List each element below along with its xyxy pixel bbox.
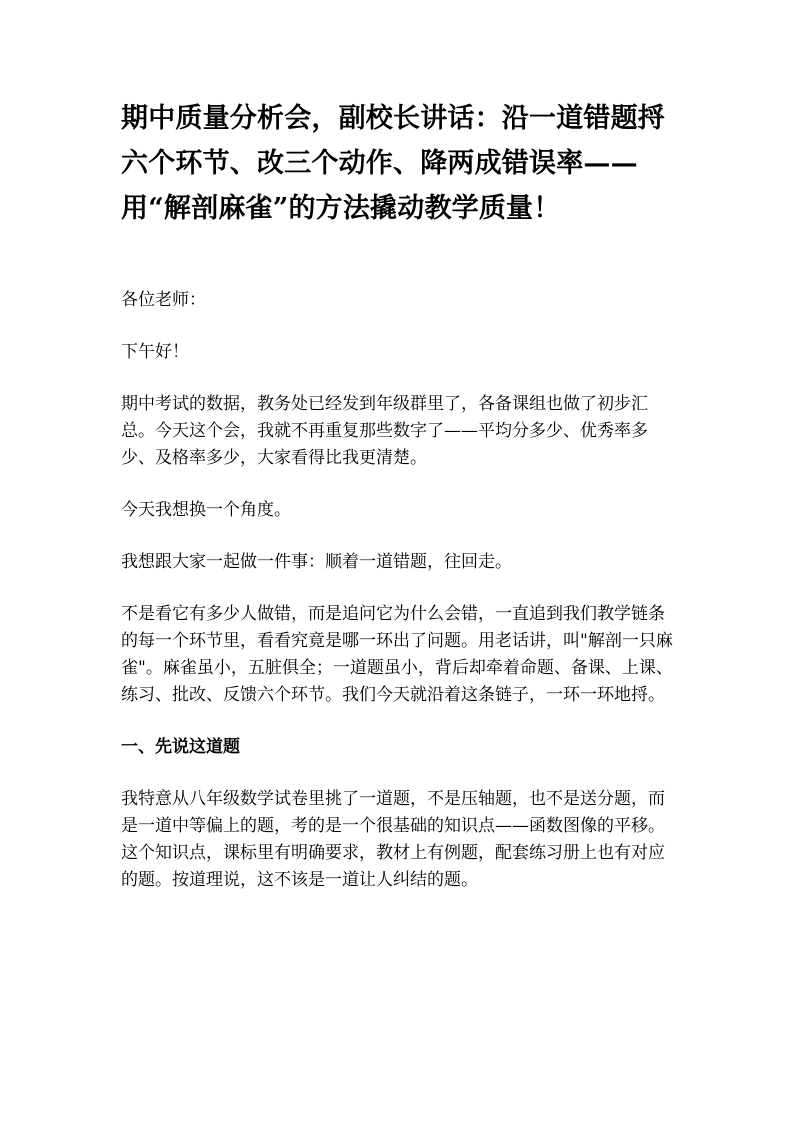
document-body (121, 96, 673, 894)
paragraph-1: 期中考试的数据，教务处已经发到年级群里了，各备课组也做了初步汇总。今天这个会，我就不再重复那些数字了——平均分多少、优秀率多少、及格率多少，大家看得比我更清楚。 (121, 394, 648, 468)
paragraph-3: 我想跟大家一起做一件事：顺着一道错题，往回走。 (121, 552, 512, 572)
paragraph-2: 今天我想换一个角度。 (121, 500, 291, 520)
paragraph-4: 不是看它有多少人做错，而是追问它为什么会错，一直追到我们教学链条的每一个环节里，看看究竟是哪一环出了问题。用老话讲，叫"解剖一只麻雀"。麻雀虽小，五脏俱全；一道题虽小，背后却牵着命题、备课、上课、练习、批改、反馈六个环节。我们今天就沿着这条链子，一环一环地捋。 (121, 604, 673, 705)
salutation: 下午好！ (121, 342, 189, 362)
greeting: 各位老师： (121, 290, 206, 310)
section-1-paragraph: 我特意从八年级数学试卷里挑了一道题，不是压轴题，也不是送分题，而是一道中等偏上的题，考的是一个很基础的知识点——函数图像的平移。这个知识点，课标里有明确要求，教材上有例题，配套练习册上也有对应的题。按道理说，这不该是一道让人纠结的题。 (121, 789, 665, 890)
section-heading-1: 一、先说这道题 (121, 737, 240, 757)
document-title: 期中质量分析会，副校长讲话：沿一道错题捋六个环节、改三个动作、降两成错误率——用“解剖麻雀”的方法撬动教学质量！ (121, 103, 665, 224)
